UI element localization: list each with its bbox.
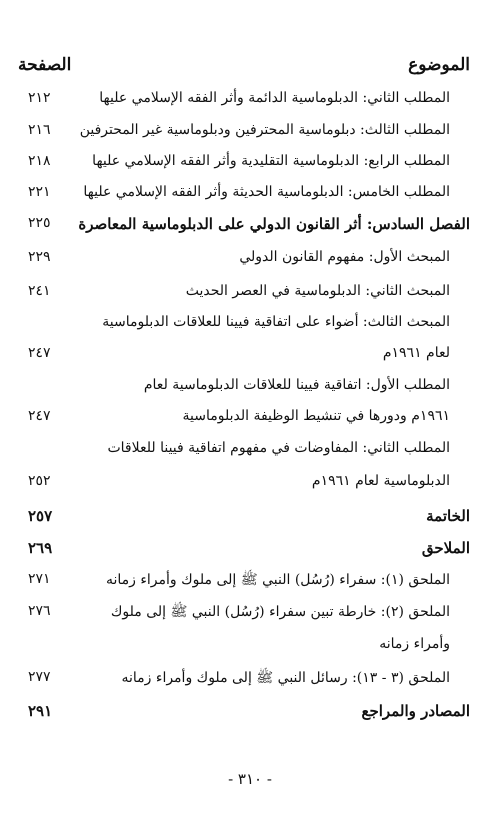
toc-entry-title: المصادر والمراجع: [361, 702, 470, 720]
toc-entry: [0, 473, 500, 501]
toc-section-entry: [0, 539, 500, 567]
toc-entry-title: ١٩٦١م ودورها في تنشيط الوظيفة الدبلوماسية: [182, 408, 450, 424]
toc-entry: [0, 440, 500, 468]
toc-entry: [0, 669, 500, 697]
toc-entry-page: ٢١٦: [28, 122, 51, 138]
page-column-header: الصفحة: [18, 55, 72, 75]
toc-entry-title: الفصل السادس: أثر القانون الدولي على الدبلوماسية المعاصرة: [78, 215, 470, 233]
toc-entry-page: ٢١٨: [28, 153, 51, 169]
toc-entry-title: المطلب الخامس: الدبلوماسية الحديثة وأثر الفقه الإسلامي عليها: [83, 184, 450, 200]
toc-entry-title: المبحث الثاني: الدبلوماسية في العصر الحديث: [185, 283, 450, 299]
toc-entry-page: ٢٤٧: [28, 345, 51, 361]
toc-entry: [0, 153, 500, 181]
toc-entry-title: المطلب الأول: اتفاقية فيينا للعلاقات الدبلوماسية لعام: [143, 377, 450, 393]
toc-entry-page: ٢٥٧: [28, 507, 53, 525]
toc-entry-title: المبحث الأول: مفهوم القانون الدولي: [239, 249, 450, 265]
toc-entry-page: ٢٢٩: [28, 249, 51, 265]
toc-entry: [0, 90, 500, 118]
toc-entry: [0, 636, 500, 664]
toc-entry-title: الملحق (٣ - ١٣): رسائل النبي ﷺ إلى ملوك وأمراء زمانه: [121, 670, 450, 686]
toc-entry: [0, 314, 500, 342]
toc-entry-title: المطلب الرابع: الدبلوماسية التقليدية وأثر الفقه الإسلامي عليها: [92, 153, 450, 169]
page-number: - ٣١٠ -: [228, 770, 272, 788]
toc-entry-page: ٢٧٧: [28, 669, 51, 685]
toc-entry-title: الدبلوماسية لعام ١٩٦١م: [311, 473, 450, 489]
toc-entry: [0, 122, 500, 150]
toc-entry-title: المطلب الثاني: الدبلوماسية الدائمة وأثر الفقه الإسلامي عليها: [99, 90, 450, 106]
toc-section-entry: [0, 507, 500, 535]
toc-entry: [0, 249, 500, 277]
toc-entry: [0, 184, 500, 212]
toc-entry: [0, 283, 500, 311]
toc-entry-page: ٢١٢: [28, 90, 51, 106]
toc-entry-title: المطلب الثاني: المفاوضات في مفهوم اتفاقية فيينا للعلاقات: [107, 440, 450, 456]
toc-entry-title: الملاحق: [421, 539, 470, 557]
topic-column-header: الموضوع: [408, 55, 470, 75]
toc-entry-page: ٢٧١: [28, 571, 51, 587]
toc-entry: [0, 377, 500, 405]
toc-entry-page: ٢٢٥: [28, 215, 51, 231]
toc-entry: [0, 345, 500, 373]
toc-entry-page: ٢٢١: [28, 184, 51, 200]
toc-entry-page: ٢٤٧: [28, 408, 51, 424]
toc-entry-page: ٢٦٩: [28, 539, 53, 557]
toc-entry-title: المبحث الثالث: أضواء على اتفاقية فيينا للعلاقات الدبلوماسية: [102, 314, 450, 330]
toc-entry-page: ٢٥٢: [28, 473, 51, 489]
toc-entry-title: الخاتمة: [426, 507, 470, 525]
toc-entry-page: ٢٧٦: [28, 603, 51, 619]
toc-chapter-entry: [0, 215, 500, 243]
toc-entry-page: ٢٤١: [28, 283, 51, 299]
toc-entry-page: ٢٩١: [28, 702, 53, 720]
toc-entry-title: المطلب الثالث: دبلوماسية المحترفين ودبلوماسية غير المحترفين: [79, 122, 450, 138]
toc-entry: [0, 571, 500, 599]
toc-entry: [0, 603, 500, 631]
toc-entry-title: لعام ١٩٦١م: [382, 345, 450, 361]
toc-entry-title: الملحق (٢): خارطة تبين سفراء (رُسُل) النبي ﷺ إلى ملوك: [110, 604, 450, 620]
toc-entry: [0, 408, 500, 436]
toc-section-entry: [0, 702, 500, 730]
toc-entry-title: وأمراء زمانه: [379, 636, 450, 652]
toc-entry-title: الملحق (١): سفراء (رُسُل) النبي ﷺ إلى ملوك وأمراء زمانه: [105, 572, 450, 588]
